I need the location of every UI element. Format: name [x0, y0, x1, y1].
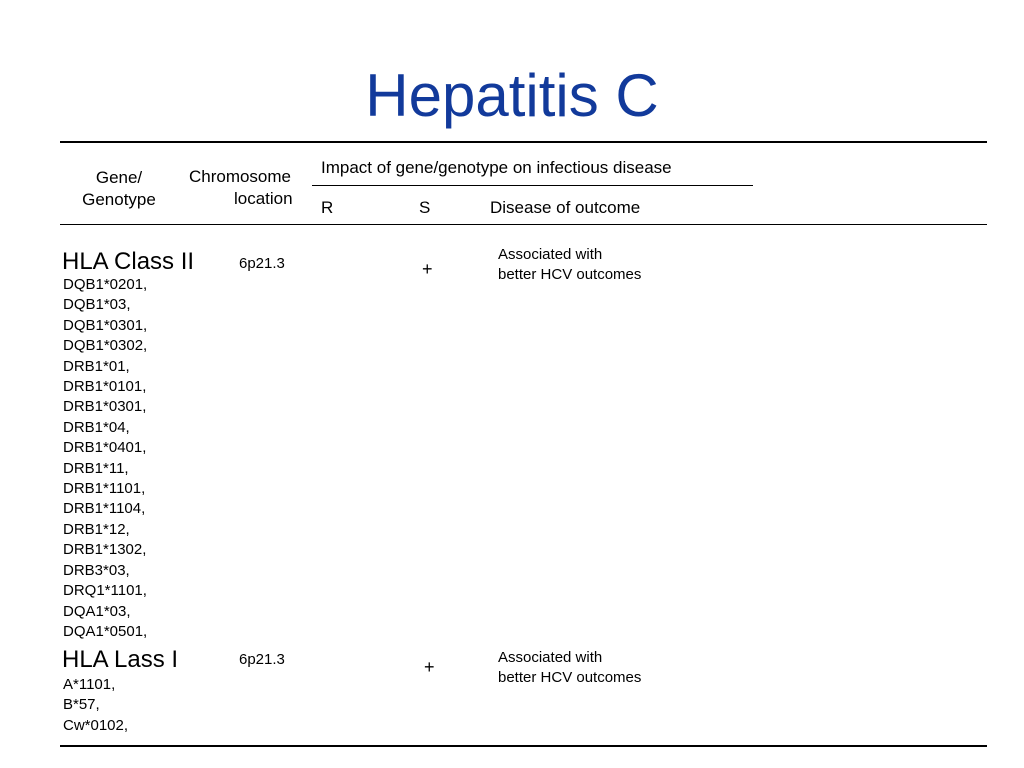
allele-item: B*57, [63, 696, 100, 714]
allele-list [63, 675, 128, 736]
gene-group-label: HLA Lass I [62, 646, 179, 673]
allele-item: DRB1*1101, [63, 480, 146, 498]
chromosome-header-line1: Chromosome [188, 167, 292, 186]
r-column-header: R [321, 198, 334, 217]
allele-list [63, 275, 147, 642]
s-marker: + [424, 657, 435, 677]
allele-item: DRB1*0401, [63, 439, 147, 457]
disease-outcome-value [498, 245, 641, 285]
allele-item: DRB1*0101, [63, 378, 147, 396]
allele-item: DRB1*01, [63, 357, 130, 375]
allele-item: DQB1*0201, [63, 276, 148, 293]
impact-header: Impact of gene/genotype on infectious disease [321, 158, 672, 177]
allele-item: DQA1*03, [63, 602, 131, 620]
disease-outcome-value [498, 648, 641, 688]
chromosome-location-value: 6p21.3 [239, 255, 285, 272]
disease-outcome-line1: Associated with [498, 246, 603, 263]
allele-item: DRB1*04, [63, 418, 130, 436]
gene-header-line1: Gene/ [95, 168, 143, 187]
chromosome-location-header [178, 166, 302, 210]
table-row [62, 646, 702, 740]
chromosome-header-line2: location [234, 189, 293, 208]
allele-item: DRB1*11, [63, 459, 129, 477]
allele-item: DRB1*0301, [63, 398, 147, 416]
slide-title: Hepatitis C [365, 62, 659, 129]
allele-item: DRB3*03, [63, 561, 130, 579]
disease-outcome-line1: Associated with [498, 649, 603, 666]
gene-header-line2: Genotype [82, 190, 156, 209]
allele-item: A*1101, [63, 676, 116, 693]
header-bottom-rule [60, 224, 987, 225]
impact-header-underline [312, 185, 753, 186]
allele-item: DRB1*1302, [63, 541, 147, 559]
allele-item: DQB1*03, [63, 296, 131, 314]
gene-genotype-header [68, 167, 170, 211]
allele-item: DQB1*0301, [63, 316, 148, 334]
gene-group-label: HLA Class II [62, 248, 195, 275]
table-row [62, 248, 702, 644]
disease-outcome-line2: better HCV outcomes [498, 266, 642, 283]
disease-outcome-header: Disease of outcome [490, 198, 641, 217]
allele-item: DQA1*0501, [63, 622, 148, 640]
disease-outcome-line2: better HCV outcomes [498, 669, 642, 686]
allele-item: DRQ1*1101, [63, 582, 147, 600]
table-top-rule [60, 141, 987, 143]
allele-item: DRB1*1104, [63, 500, 146, 518]
allele-item: Cw*0102, [63, 716, 129, 734]
table-bottom-rule [60, 745, 987, 747]
s-marker: + [422, 259, 433, 279]
allele-item: DRB1*12, [63, 520, 130, 538]
s-column-header: S [419, 198, 431, 217]
chromosome-location-value: 6p21.3 [239, 651, 285, 668]
allele-item: DQB1*0302, [63, 337, 148, 355]
